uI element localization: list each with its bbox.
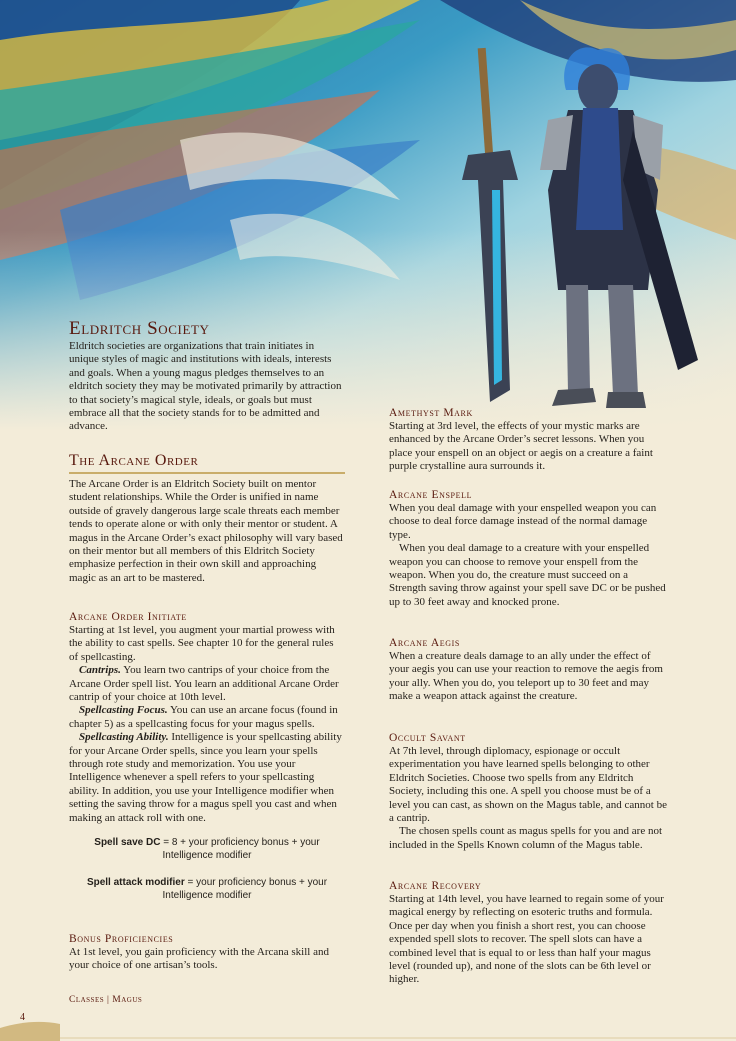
arcane-aegis-heading: Arcane Aegis bbox=[389, 637, 460, 649]
arcane-recovery-section bbox=[389, 879, 667, 987]
occult-savant-section bbox=[389, 731, 667, 852]
spell-attack-line2: Intelligence modifier bbox=[162, 890, 252, 902]
amethyst-mark-section bbox=[389, 406, 667, 474]
initiate-paragraph: Starting at 1st level, you augment your martial prowess with the ability to cast spells. See chapter 10 for the general rules of spellcasting. bbox=[69, 624, 335, 663]
spell-save-dc-line2: Intelligence modifier bbox=[162, 850, 252, 862]
ability-lead: Spellcasting Ability. bbox=[79, 731, 169, 744]
arcane-aegis-text: When a creature deals damage to an ally under the effect of your aegis you can use your reaction to remove the aegis from your ally. When you do, you teleport up to 30 feet and may make a weapon attack against the creature. bbox=[389, 650, 663, 703]
occult-savant-heading: Occult Savant bbox=[389, 732, 466, 744]
spell-attack-formula bbox=[69, 876, 345, 902]
ability-paragraph bbox=[69, 731, 345, 825]
eldritch-society-heading: Eldritch Society bbox=[69, 318, 210, 339]
arcane-order-heading: The Arcane Order bbox=[69, 451, 345, 474]
footer-corner-ornament bbox=[0, 1020, 736, 1041]
cantrips-text: You learn two cantrips of your choice from the Arcane Order spell list. You learn an additional Arcane Order cantrip of your choice at 10th level. bbox=[69, 664, 339, 704]
intro-block bbox=[69, 340, 345, 434]
page-footer: Classes | Magus bbox=[69, 995, 143, 1005]
cantrips-paragraph bbox=[69, 664, 345, 704]
arcane-enspell-p1: When you deal damage with your enspelled weapon you can choose to deal force damage instead of the normal damage type. bbox=[389, 502, 657, 541]
spell-attack-text: = your proficiency bonus + your bbox=[184, 877, 328, 889]
amethyst-mark-text: Starting at 3rd level, the effects of your mystic marks are enhanced by the Arcane Order’s secret lessons. When you place your enspell on an object or aegis on a creature a faint purple crystalline aura surrounds it. bbox=[389, 420, 653, 473]
initiate-section bbox=[69, 610, 345, 902]
focus-paragraph bbox=[69, 704, 345, 731]
initiate-heading: Arcane Order Initiate bbox=[69, 611, 187, 623]
focus-text: You can use an arcane focus (found in chapter 5) as a spellcasting focus for your magus spells. bbox=[69, 704, 338, 730]
arcane-recovery-heading: Arcane Recovery bbox=[389, 880, 482, 892]
amethyst-mark-heading: Amethyst Mark bbox=[389, 407, 473, 419]
spell-save-dc-line bbox=[69, 836, 345, 849]
bonus-proficiencies-section bbox=[69, 932, 345, 973]
spell-attack-label: Spell attack modifier bbox=[86, 877, 185, 889]
arcane-enspell-p2: When you deal damage to a creature with your enspelled weapon you can choose to remove your enspell from the weapon. When you do, the creature must succeed on a Strength saving throw against your spell save DC or be pushed up to 30 feet away and knocked prone. bbox=[389, 542, 666, 608]
spell-save-dc-text: = 8 + your proficiency bonus + your bbox=[160, 837, 320, 849]
arcane-aegis-section bbox=[389, 636, 667, 704]
intro-paragraph: Eldritch societies are organizations that train initiates in unique styles of magic and institutions with ideals, interests and goals. When a young magus pledges themselves to an eldritch society they may be motivated primarily by attraction to that society’s magical style, ideals, or goals but must embrace all that the society stands for to be admitted and advance. bbox=[69, 340, 342, 433]
spell-save-dc-formula bbox=[69, 836, 345, 862]
armored-magus-illustration bbox=[448, 30, 708, 425]
cantrips-lead: Cantrips. bbox=[79, 664, 121, 677]
arcane-enspell-heading: Arcane Enspell bbox=[389, 489, 473, 501]
spell-attack-line bbox=[69, 876, 345, 889]
arcane-enspell-section bbox=[389, 488, 667, 609]
focus-lead: Spellcasting Focus. bbox=[79, 704, 168, 717]
bonus-proficiencies-heading: Bonus Proficiencies bbox=[69, 933, 174, 945]
page-number: 4 bbox=[20, 1012, 25, 1023]
occult-savant-p1: At 7th level, through diplomacy, espionage or occult experimentation you have learned spells belonging to other Eldritch Societies. Choose two spells from any Eldritch Society, including this one. A spell you choose must be of a level you can cast, as shown on the Magus table, and cannot be a cantrip. bbox=[389, 745, 667, 825]
ability-text: Intelligence is your spellcasting ability for your Arcane Order spells, since you learn your spells through rote study and memorization. You use your Intelligence whenever a spell refers to your spellcasting ability. In addition, you use your Intelligence modifier when setting the saving throw for a magus spell you cast and when making an attack roll with one. bbox=[69, 731, 342, 824]
spell-save-dc-label: Spell save DC bbox=[94, 837, 161, 849]
arcane-order-intro: The Arcane Order is an Eldritch Society built on mentor student relationships. While the Order is unified in name outside of gravely dangerous large scale threats each member tends to operate alone or with only their mentor or student. A magus in the Arcane Order’s exact philosophy will vary based on their mentor but all members of this Eldritch Society emphasize perfection in their own skill and approaching magic as an art to be mastered. bbox=[69, 478, 343, 584]
arcane-order-section bbox=[69, 451, 345, 585]
bonus-proficiencies-text: At 1st level, you gain proficiency with the Arcana skill and your choice of one artisan’s tools. bbox=[69, 946, 329, 972]
occult-savant-p2: The chosen spells count as magus spells for you and are not included in the Spells Known column of the Magus table. bbox=[389, 825, 663, 851]
arcane-recovery-text: Starting at 14th level, you have learned to regain some of your magical energy by reflecting on esoteric truths and formula. Once per day when you finish a short rest, you can choose expended spell slots to recover. The spell slots can have a combined level that is equal to or less than half your magus level (rounded up), and none of the slots can be 6th level or higher. bbox=[389, 893, 664, 986]
